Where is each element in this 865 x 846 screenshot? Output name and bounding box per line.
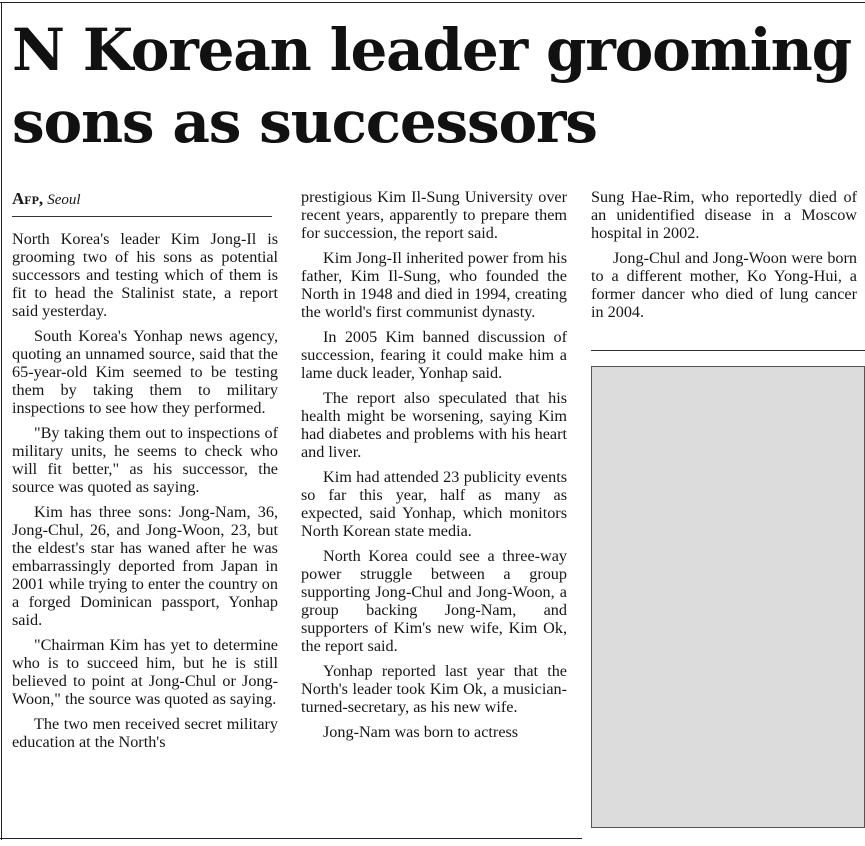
article-column-1 (12, 230, 278, 758)
top-border-rule (0, 2, 865, 3)
paragraph: Jong-Chul and Jong-Woon were born to a different mother, Ko Yong-Hui, a former dancer who died of lung cancer in 2004. (591, 249, 857, 321)
paragraph: In 2005 Kim banned discussion of succession, fearing it could make him a lame duck leader, Yonhap said. (301, 328, 567, 382)
byline-location: Seoul (47, 192, 81, 208)
photo-placeholder (591, 366, 865, 828)
byline-agency: Afp, (12, 189, 44, 208)
paragraph: "By taking them out to inspections of military units, he seems to check who will fit better," as his successor, the source was quoted as saying. (12, 424, 278, 496)
paragraph: Kim had attended 23 publicity events so far this year, half as many as expected, said Yonhap, which monitors North Korean state media. (301, 468, 567, 540)
paragraph: South Korea's Yonhap news agency, quoting an unnamed source, said that the 65-year-old Kim seemed to be testing them by taking them to military inspections to see how they performed. (12, 327, 278, 417)
paragraph: Jong-Nam was born to actress (323, 723, 519, 741)
article-column-2 (301, 188, 567, 748)
column-divider-rule (591, 350, 865, 351)
paragraph: prestigious Kim Il-Sung University over recent years, apparently to prepare them for succession, the report said. (301, 188, 567, 242)
bottom-border-rule (0, 838, 582, 839)
byline (12, 189, 272, 217)
paragraph: The two men received secret military education at the North's (12, 715, 278, 751)
paragraph: The report also speculated that his health might be worsening, saying Kim had diabetes and problems with his heart and liver. (301, 389, 567, 461)
article-headline: N Korean leader grooming sons as successors (12, 16, 851, 156)
paragraph: Yonhap reported last year that the North's leader took Kim Ok, a musician-turned-secretary, as his new wife. (301, 662, 567, 716)
paragraph: "Chairman Kim has yet to determine who is to succeed him, but he is still believed to point at Jong-Chul or Jong-Woon," the source was quoted as saying. (12, 636, 278, 708)
left-border-rule (1, 2, 2, 840)
paragraph: Kim Jong-Il inherited power from his father, Kim Il-Sung, who founded the North in 1948 and died in 1994, creating the world's first communist dynasty. (301, 249, 567, 321)
paragraph: Kim has three sons: Jong-Nam, 36, Jong-Chul, 26, and Jong-Woon, 23, but the eldest's star has waned after he was embarrassingly deported from Japan in 2001 while trying to enter the country on a forged Dominican passport, Yonhap said. (12, 503, 278, 629)
paragraph: North Korea could see a three-way power struggle between a group supporting Jong-Chul and Jong-Woon, a group backing Jong-Nam, and supporters of Kim's new wife, Kim Ok, the report said. (301, 547, 567, 655)
paragraph: Sung Hae-Rim, who reportedly died of an unidentified disease in a Moscow hospital in 2002. (591, 188, 857, 242)
article-column-3 (591, 188, 857, 328)
paragraph: North Korea's leader Kim Jong-Il is grooming two of his sons as potential successors and testing which of them is fit to head the Stalinist state, a report said yesterday. (12, 230, 278, 320)
